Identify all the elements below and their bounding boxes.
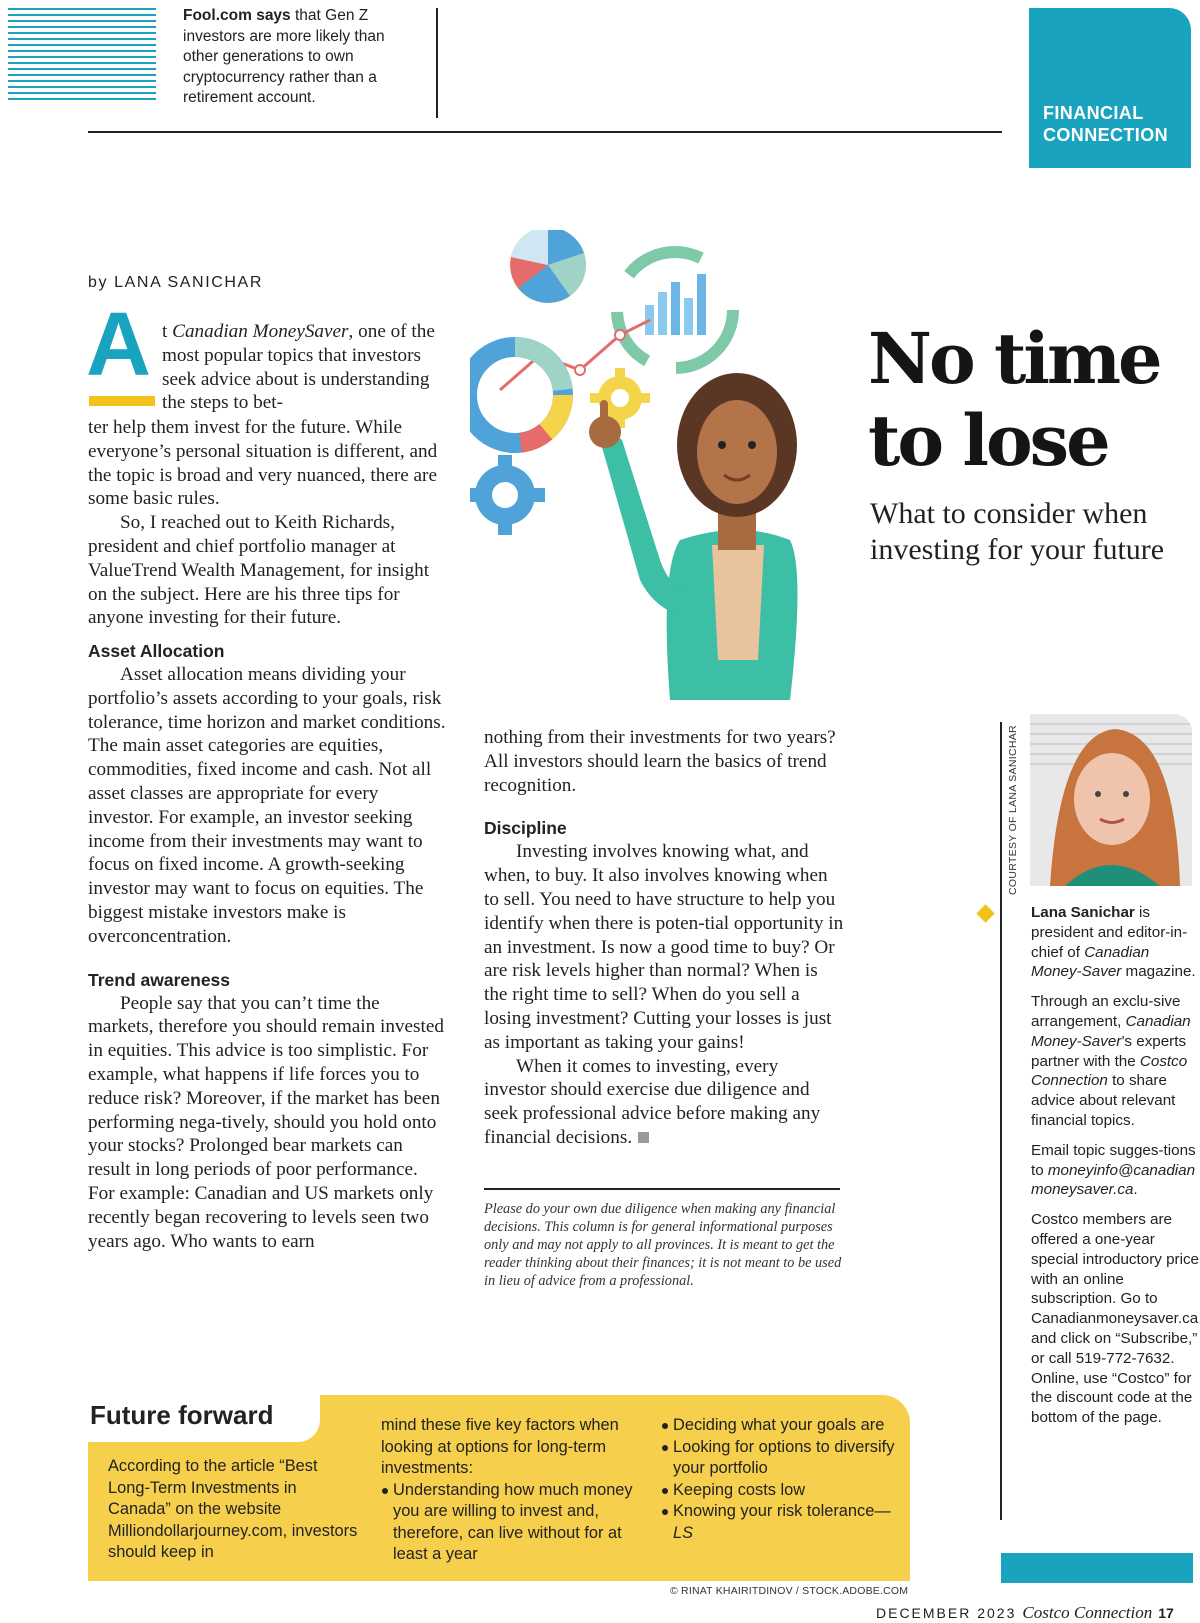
future-forward-col3 — [661, 1415, 906, 1544]
disclaimer: Please do your own due diligence when making any financial decisions. This column is for general informational purposes only and may not apply to all provinces. It is meant to get the reader thinking about their finances; it is not meant to be used in lieu of advice from a professional. — [484, 1201, 842, 1289]
bar-chart-icon — [617, 252, 733, 368]
drop-cap: A — [86, 295, 151, 395]
sidebar-arrangement: Through an exclu-sive arrangement, Canadian Money-Saver’s experts partner with the Costco Connection to share advice about relevant financial topics. — [1031, 993, 1191, 1129]
top-note-divider — [436, 8, 438, 118]
section-text: Asset allocation means dividing your portfolio’s assets according to your goals, risk tolerance, time horizon and market conditions. The main asset categories are equities, commodities, fixed income and cash. Not all asset classes are appropriate for every investor. For example, an investor seeking income from their investments may want to focus on fixed income. A growth-seeking investor may want to focus on equities. The biggest mistake investors make is overconcentration. — [88, 664, 446, 947]
article-subtitle: What to consider when investing for your future — [870, 497, 1165, 566]
investor-illustration — [470, 230, 850, 700]
top-note: Fool.com says that Gen Z investors are more likely than other generations to own cryptocurrency rather than a retirement account. — [183, 7, 385, 106]
intro-paragraph-continued: ter help them invest for the future. While everyone’s personal situation is different, and the topic is broad and very nuanced, there are some basic rules. So, I reached out to Keith Richards, president and chief portfolio manager at ValueTrend Wealth Management, for insight on the subject. Here are his three tips for anyone investing for their future. — [88, 417, 438, 629]
intro-paragraph-start: t Canadian MoneySaver, one of the most popular topics that investors seek advice about is understanding the steps to bet- — [162, 321, 435, 414]
author-photo — [1030, 714, 1192, 886]
list-item: Knowing your risk tolerance—LS — [661, 1501, 906, 1544]
header-rule — [88, 131, 1002, 133]
section-tab-label: FINANCIAL CONNECTION — [1043, 103, 1168, 145]
donut-chart-icon — [470, 327, 583, 462]
page-footer — [876, 1603, 1174, 1623]
section-heading: Asset Allocation — [88, 641, 225, 661]
sidebar-rule — [1000, 722, 1002, 1520]
article-title: No time to lose — [868, 317, 1160, 482]
disclaimer-rule — [484, 1188, 840, 1190]
future-forward-col1: According to the article “Best Long-Term Investments in Canada” on the website Milliondollarjourney.com, investors should keep in — [108, 1457, 358, 1561]
future-forward-col2: mind these five key factors when looking at options for long-term investments: Understanding how much money you are willing to invest and, therefore, can live without for at least a year — [381, 1415, 643, 1566]
author-bio: Lana Sanichar is president and editor-in-chief of Canadian Money-Saver magazine. — [1031, 904, 1196, 981]
list-item: Looking for options to diversify your portfolio — [661, 1437, 906, 1480]
drop-cap-underline — [89, 396, 155, 406]
illustration-credit: © RINAT KHAIRITDINOV / STOCK.ADOBE.COM — [670, 1585, 909, 1597]
issue-date: DECEMBER 2023 — [876, 1605, 1017, 1621]
section-text-continued: nothing from their investments for two years? All investors should learn the basics of trend recognition. — [484, 727, 836, 796]
email-link[interactable]: moneyinfo@canadianmoneysaver.ca — [1031, 1161, 1196, 1199]
photo-credit: COURTESY OF LANA SANICHAR — [1007, 725, 1019, 895]
article-column-1 — [88, 640, 448, 1253]
byline: by LANA SANICHAR — [88, 274, 263, 291]
future-forward-title: Future forward — [90, 1400, 274, 1430]
list-item: Understanding how much money you are willing to invest and, therefore, can live without for at least a year — [381, 1480, 643, 1566]
list-item: Deciding what your goals are — [661, 1415, 906, 1437]
bullet-diamond-icon — [976, 904, 994, 922]
page-number: 17 — [1158, 1605, 1174, 1621]
article-column-2 — [484, 726, 844, 1150]
section-text: Investing involves knowing what, and when, to buy. It also involves knowing when to sell. You need to have structure to help you identify when there is poten-tial opportunity in an investment. Is now a good time to buy? Or are risk levels higher than normal? When is the right time to sell? When do you sell a losing investment? Cutting your losses is just as important as taking your gains! — [484, 841, 844, 1053]
author-sidebar — [1031, 903, 1200, 1438]
gear-icon — [470, 455, 545, 535]
sidebar-offer: Costco members are offered a one-year special introductory price with an online subscription. Go to Canadianmoneysaver.ca and click on “Subscribe,” or call 519-772-7632. Online, use “Costco” for the discount code at the bottom of the page. — [1031, 1211, 1199, 1427]
section-heading: Trend awareness — [88, 969, 231, 990]
sidebar-email: Email topic sugges-tions to moneyinfo@canadianmoneysaver.ca. — [1031, 1141, 1196, 1199]
closing-paragraph: When it comes to investing, every investor should exercise due diligence and seek professional advice before making any financial decisions. — [484, 1055, 821, 1148]
pie-chart-icon — [510, 230, 586, 303]
section-heading: Discipline — [484, 818, 567, 839]
end-mark-icon — [638, 1132, 649, 1143]
magazine-name: Costco Connection — [1022, 1603, 1153, 1622]
list-item: Keeping costs low — [661, 1480, 906, 1502]
sidebar-bar — [1001, 1553, 1193, 1583]
section-text: People say that you can’t time the markets, therefore you should remain invested in equities. This advice is too simplistic. For example, what happens if life forces you to reduce risk? Moreover, if the market has been performing nega-tively, should you hold onto your stocks? Prolonged bear markets can result in long periods of poor performance. For example: Canadian and US markets only recently began recovering to levels seen two years ago. Who wants to earn — [88, 992, 444, 1252]
decorative-stripes — [8, 8, 156, 100]
